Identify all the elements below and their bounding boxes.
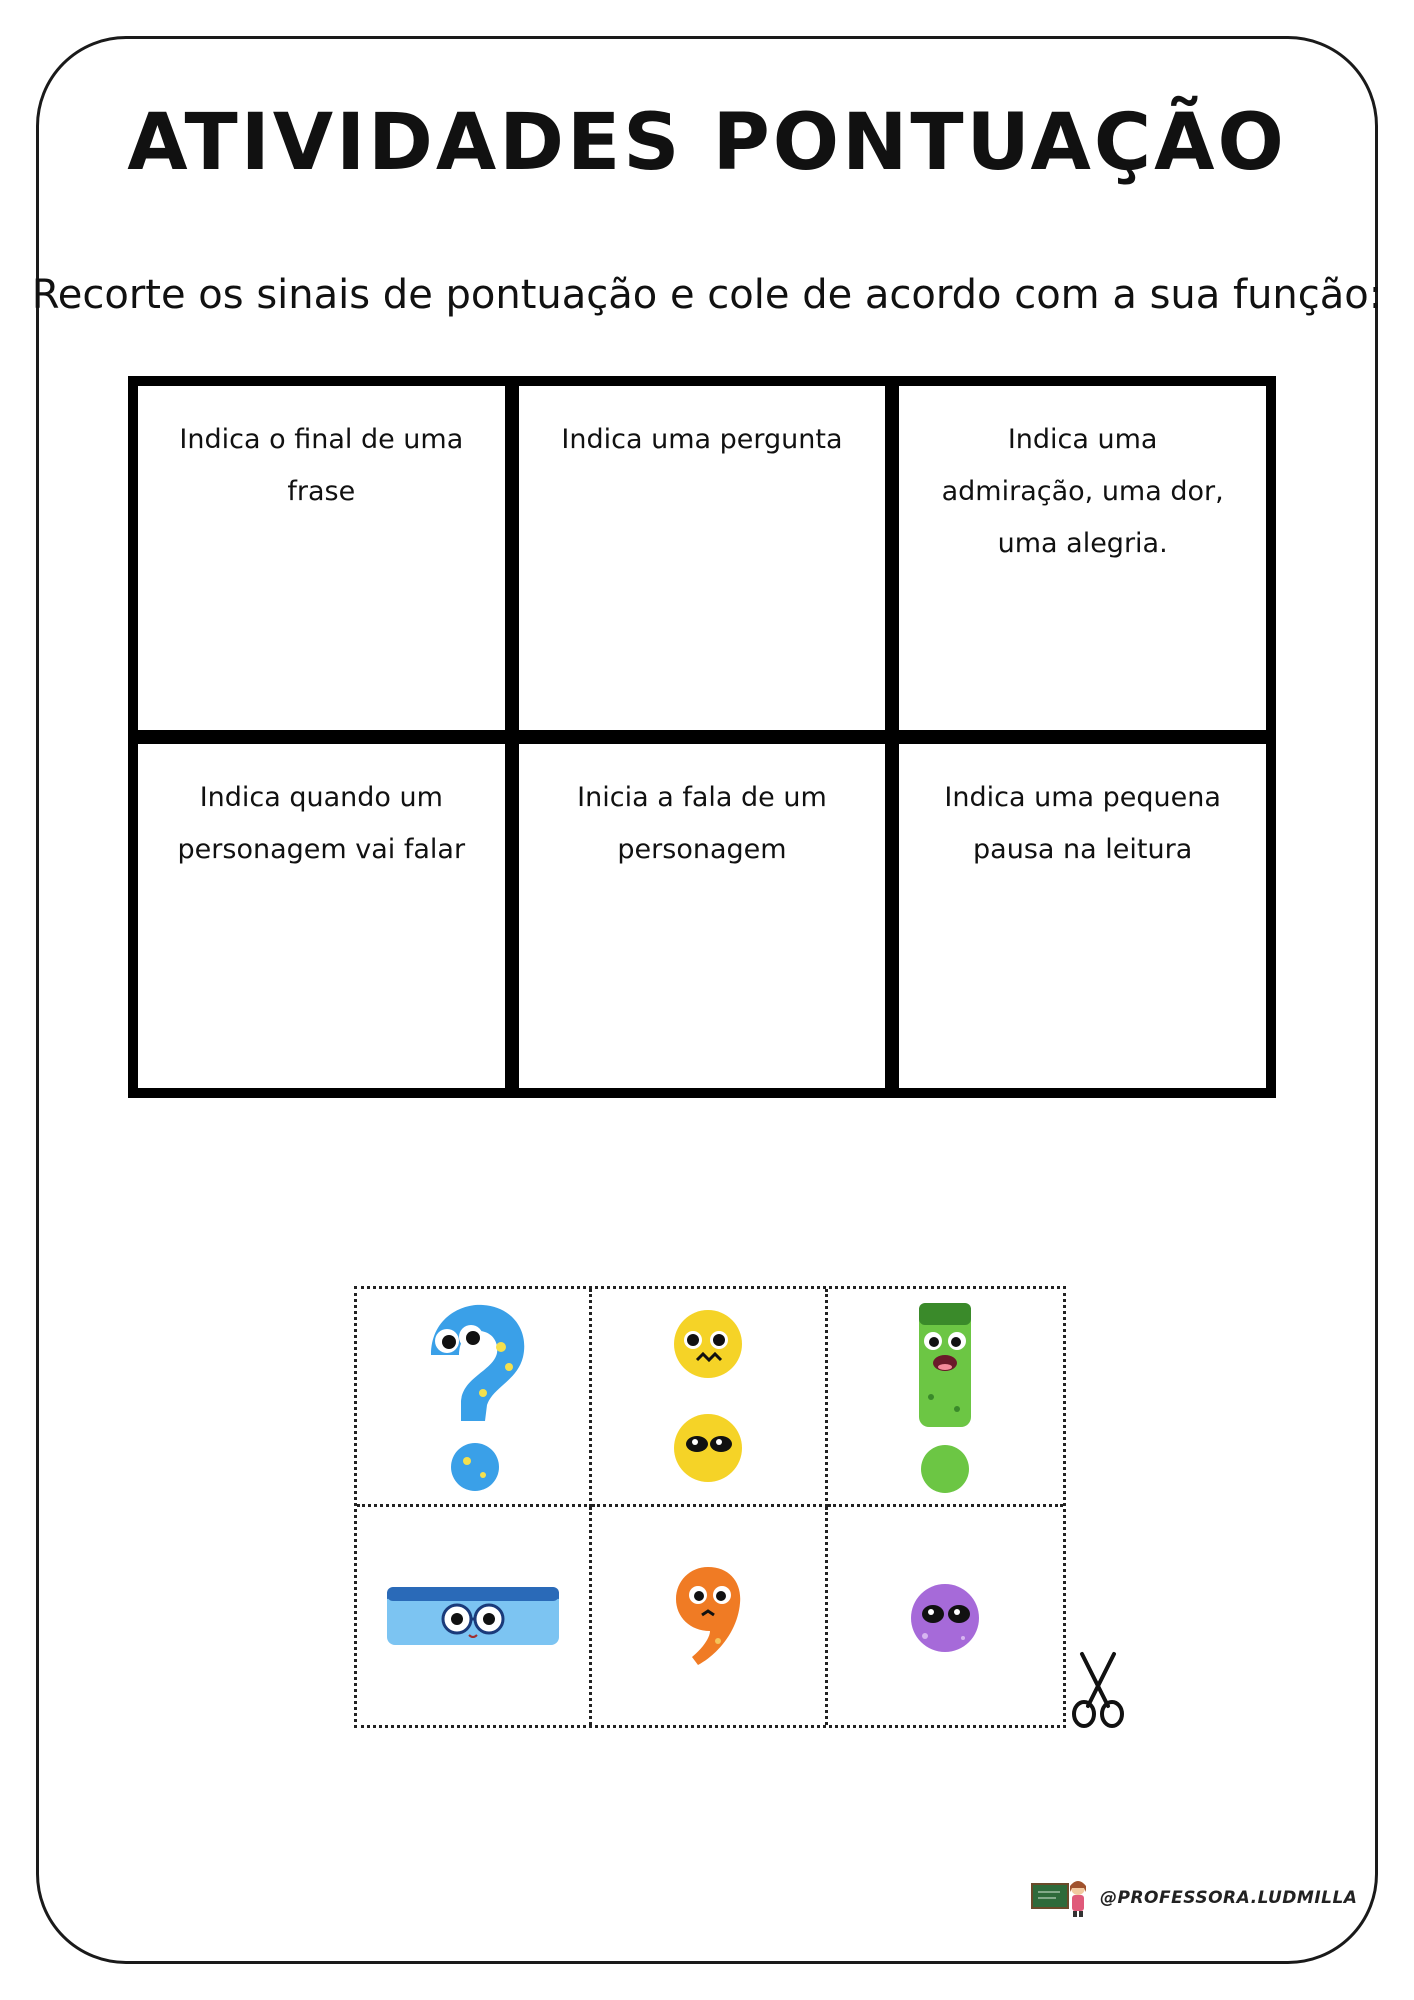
scissors-icon xyxy=(1070,1650,1126,1730)
answer-grid xyxy=(128,376,1276,1098)
cutout-dash[interactable] xyxy=(357,1507,592,1725)
page-title: ATIVIDADES PONTUAÇÃO xyxy=(127,98,1287,188)
exclamation-mark-character-icon xyxy=(905,1297,985,1497)
answer-box-personagem-falar[interactable] xyxy=(138,744,505,1088)
footer-credit xyxy=(1030,1878,1357,1918)
dash-character-icon xyxy=(383,1581,563,1651)
comma-character-icon xyxy=(668,1561,748,1671)
cutout-grid xyxy=(354,1286,1066,1728)
cutout-colon[interactable] xyxy=(592,1289,827,1507)
answer-box-label: Indica uma admiração, uma dor, uma alegria. xyxy=(941,424,1224,559)
answer-box-pergunta[interactable] xyxy=(519,386,886,730)
cutout-question-mark[interactable] xyxy=(357,1289,592,1507)
question-mark-character-icon xyxy=(413,1297,533,1497)
cutout-exclamation-mark[interactable] xyxy=(828,1289,1063,1507)
answer-box-label: Indica o final de uma frase xyxy=(179,424,464,507)
answer-box-final-frase[interactable] xyxy=(138,386,505,730)
colon-character-icon xyxy=(663,1302,753,1492)
cutout-comma[interactable] xyxy=(592,1507,827,1725)
answer-box-label: Indica quando um personagem vai falar xyxy=(177,782,466,865)
answer-box-label: Indica uma pergunta xyxy=(561,424,843,455)
answer-box-label: Inicia a fala de um personagem xyxy=(577,782,827,865)
answer-box-label: Indica uma pequena pausa na leitura xyxy=(944,782,1221,865)
instruction-text: Recorte os sinais de pontuação e cole de acordo com a sua função: xyxy=(31,272,1383,318)
teacher-chalkboard-icon xyxy=(1030,1878,1092,1918)
period-character-icon xyxy=(905,1576,985,1656)
answer-box-pausa[interactable] xyxy=(899,744,1266,1088)
author-handle: @PROFESSORA.LUDMILLA xyxy=(1100,1888,1358,1908)
cutout-period[interactable] xyxy=(828,1507,1063,1725)
answer-box-admiracao[interactable] xyxy=(899,386,1266,730)
answer-box-inicia-fala[interactable] xyxy=(519,744,886,1088)
